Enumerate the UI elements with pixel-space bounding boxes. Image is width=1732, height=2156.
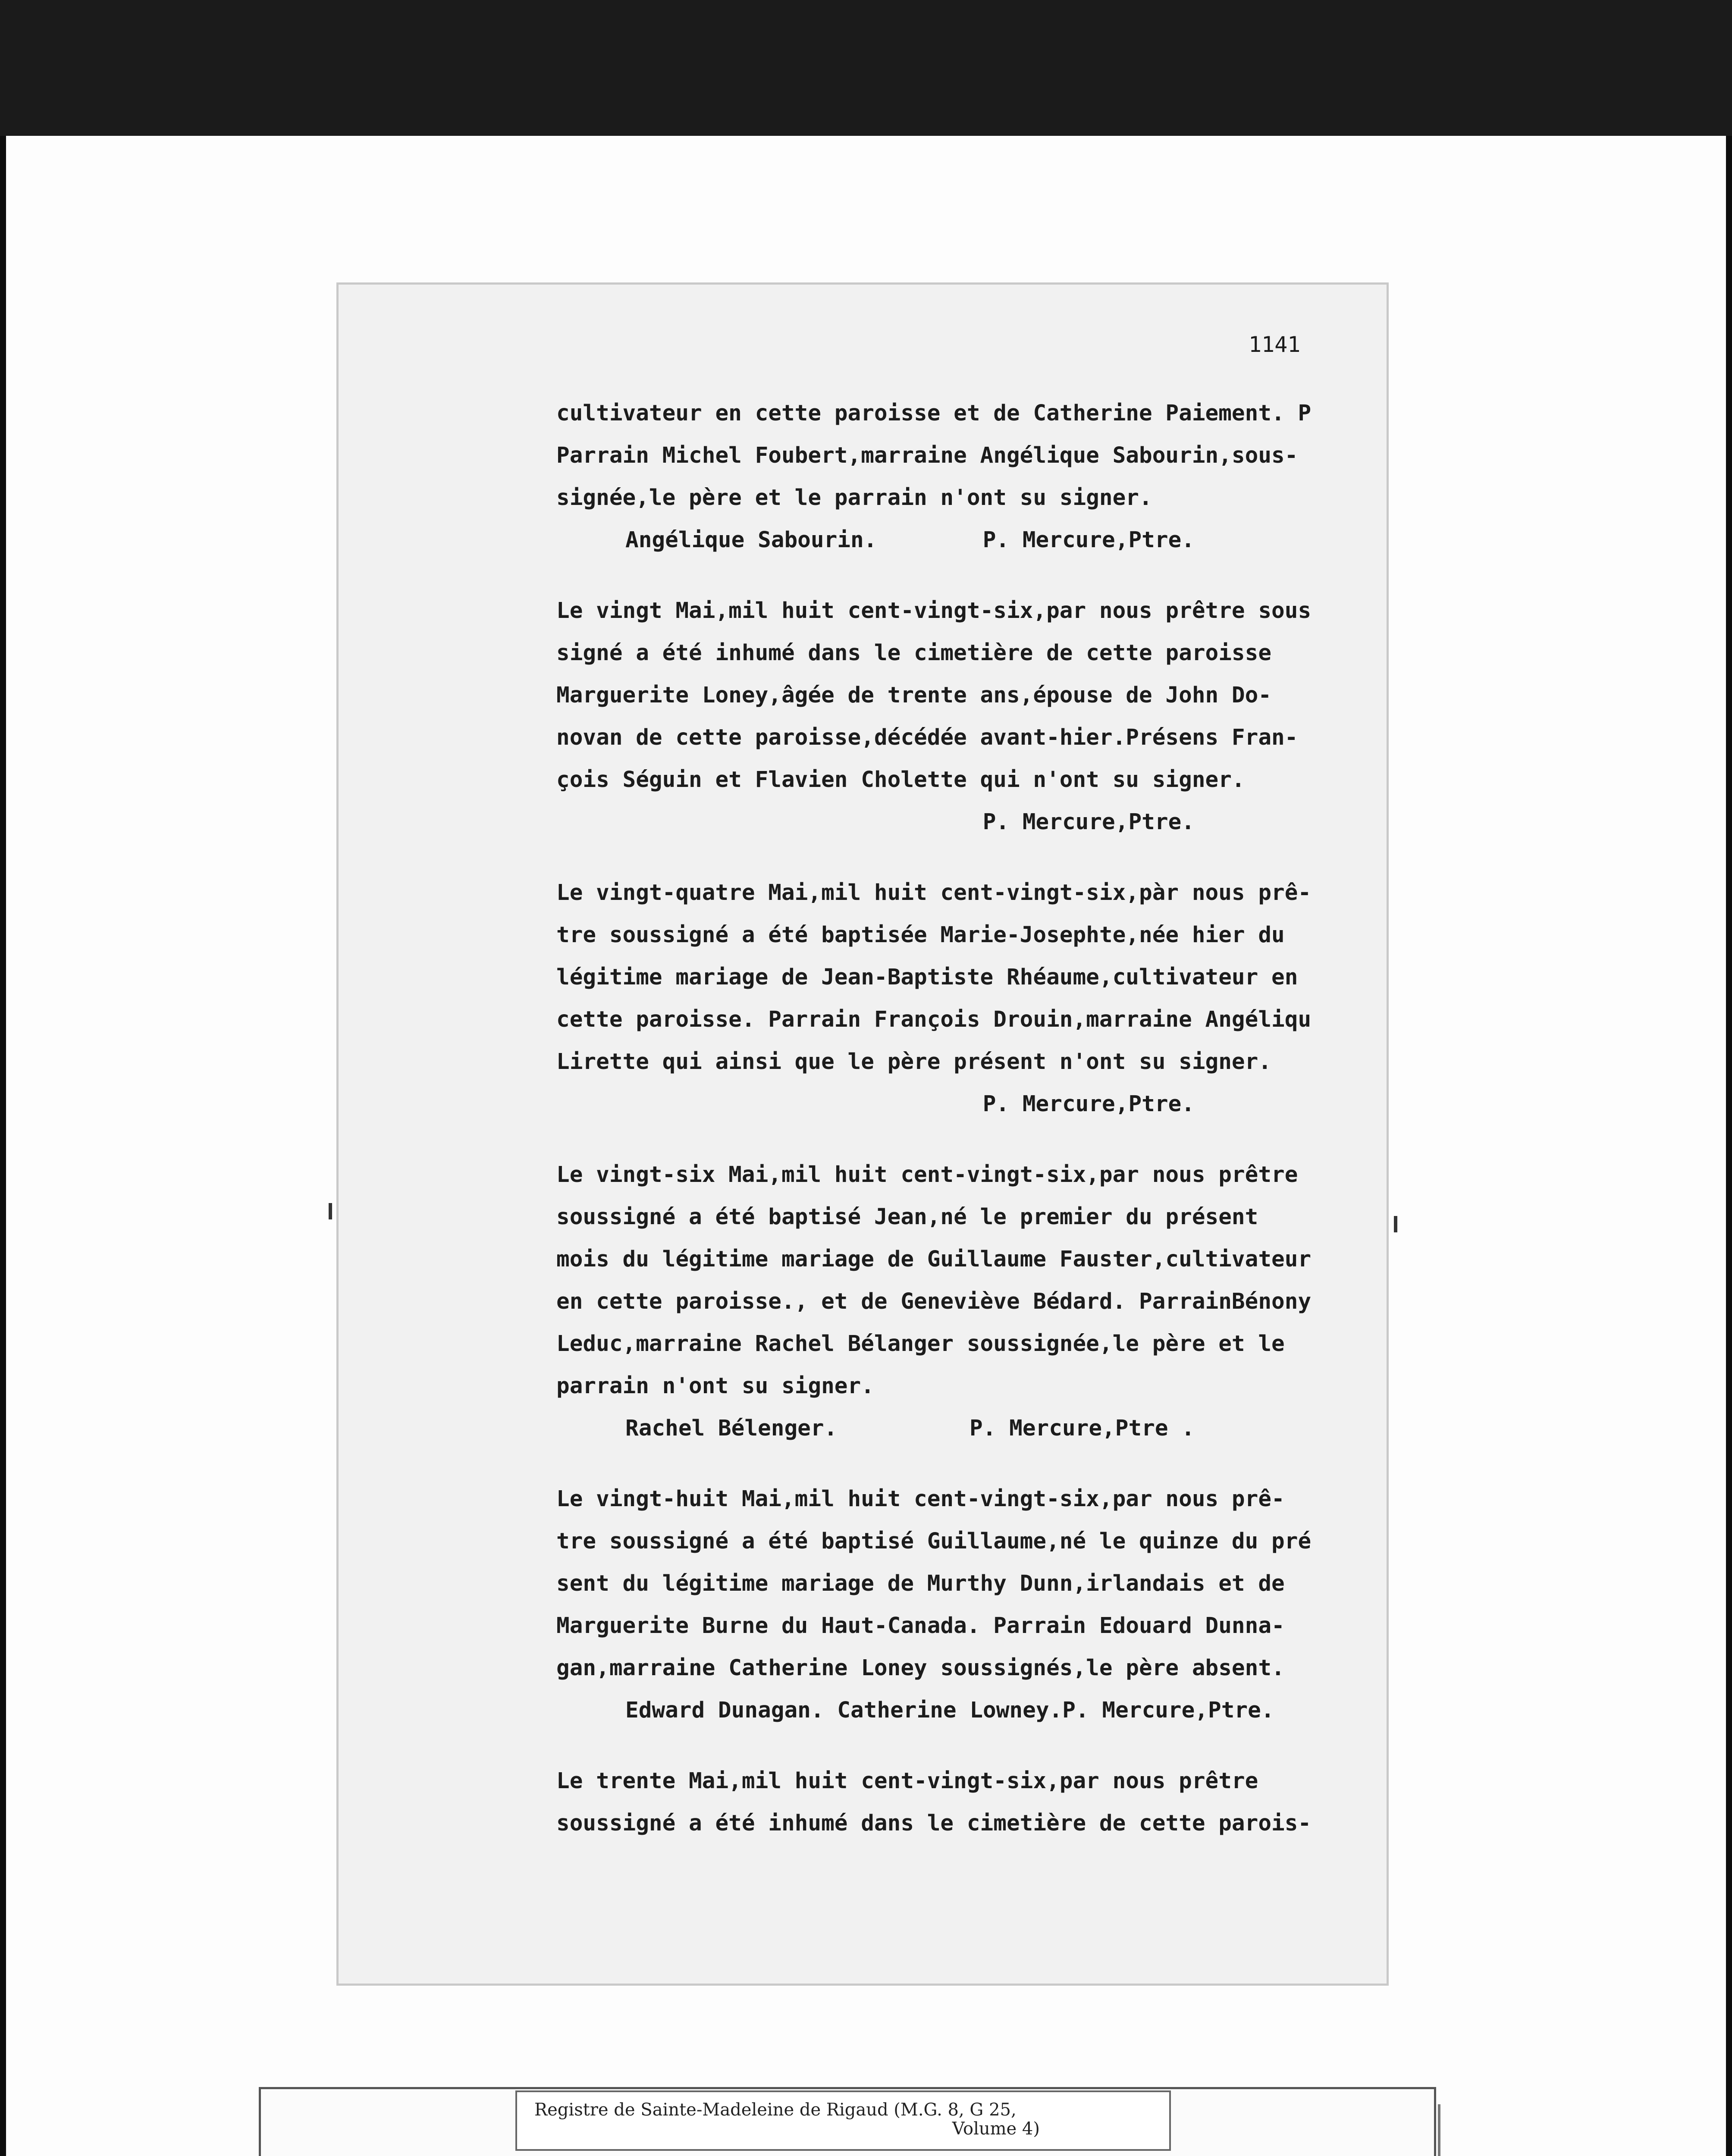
entry-line: Lirette qui ainsi que le père présent n'ont su signer. [556, 1049, 1272, 1075]
signature-line [556, 1407, 1290, 1450]
priest-signature: P. Mercure,Ptre. [982, 527, 1195, 553]
signature-line [556, 519, 1290, 561]
entry-line: mois du légitime mariage de Guillaume Fauster,cultivateur [556, 1247, 1312, 1272]
priest-signature: P. Mercure,Ptre. [982, 809, 1195, 835]
entry-line: Le vingt-six Mai,mil huit cent-vingt-six,par nous prêtre [556, 1162, 1298, 1188]
register-entry [556, 1154, 1312, 1450]
register-entry [556, 1760, 1312, 1845]
signature-line [556, 801, 1290, 843]
entry-line: sent du légitime mariage de Murthy Dunn,irlandais et de [556, 1571, 1285, 1596]
reference-line-1: Registre de Sainte-Madeleine de Rigaud (M.G. 8, G 25, [534, 2100, 1017, 2120]
edge-tick-mark [329, 1203, 332, 1219]
priest-signature: P. Mercure,Ptre . [970, 1416, 1195, 1441]
register-page [336, 282, 1389, 1986]
entry-spacer [556, 843, 1290, 872]
entry-line: Marguerite Loney,âgée de trente ans,épouse de John Do- [556, 683, 1272, 708]
entry-line: Le trente Mai,mil huit cent-vingt-six,par nous prêtre [556, 1768, 1258, 1794]
signature-line [556, 1083, 1290, 1125]
entry-line: Leduc,marraine Rachel Bélanger soussignée,le père et le [556, 1331, 1285, 1357]
witness-signature: Angélique Sabourin. [625, 527, 877, 553]
entry-line: légitime mariage de Jean-Baptiste Rhéaume,cultivateur en [556, 965, 1298, 990]
entry-line: en cette paroisse., et de Geneviève Bédard. ParrainBénony [556, 1289, 1312, 1314]
reference-slip [515, 2090, 1171, 2151]
register-entry [556, 872, 1312, 1125]
entry-line: çois Séguin et Flavien Cholette qui n'ont su signer. [556, 767, 1245, 793]
entry-line: signée,le père et le parrain n'ont su signer. [556, 485, 1152, 511]
register-entry [556, 590, 1312, 843]
entry-spacer [556, 1125, 1290, 1154]
scan-right-border [1726, 136, 1732, 2156]
page-number: 1141 [1249, 332, 1301, 357]
register-text [556, 392, 1312, 1845]
entry-line: Marguerite Burne du Haut-Canada. Parrain Edouard Dunna- [556, 1613, 1285, 1639]
entry-line: novan de cette paroisse,décédée avant-hier.Présens Fran- [556, 725, 1298, 750]
entry-spacer [556, 561, 1290, 590]
edge-tick-mark [1394, 1216, 1397, 1232]
entry-line: cultivateur en cette paroisse et de Catherine Paiement. P [556, 401, 1312, 426]
entry-line: gan,marraine Catherine Loney soussignés,le père absent. [556, 1655, 1285, 1681]
scan-top-border [0, 0, 1732, 136]
entry-line: parrain n'ont su signer. [556, 1373, 874, 1399]
entry-line: tre soussigné a été baptisé Guillaume,né le quinze du pré [556, 1529, 1312, 1554]
entry-line: Parrain Michel Foubert,marraine Angélique Sabourin,sous- [556, 443, 1298, 468]
reference-line-2: Volume 4) [952, 2119, 1040, 2139]
entry-line: cette paroisse. Parrain François Drouin,marraine Angéliqu [556, 1007, 1312, 1032]
priest-signature: P. Mercure,Ptre. [982, 1091, 1195, 1117]
witness-signature: Rachel Bélenger. [625, 1416, 838, 1441]
entry-line: Le vingt-quatre Mai,mil huit cent-vingt-six,pàr nous prê- [556, 880, 1312, 906]
entry-line: signé a été inhumé dans le cimetière de cette paroisse [556, 640, 1272, 666]
entry-spacer [556, 1732, 1290, 1760]
entry-line: soussigné a été baptisé Jean,né le premier du présent [556, 1204, 1258, 1230]
register-entry [556, 1478, 1312, 1732]
entry-line: soussigné a été inhumé dans le cimetière de cette parois- [556, 1811, 1312, 1836]
priest-signature: P. Mercure,Ptre. [1062, 1698, 1274, 1723]
entry-line: Le vingt Mai,mil huit cent-vingt-six,par nous prêtre sous [556, 598, 1312, 624]
entry-line: Le vingt-huit Mai,mil huit cent-vingt-six,par nous prê- [556, 1486, 1285, 1512]
signature-line [556, 1689, 1290, 1732]
entry-line: tre soussigné a été baptisée Marie-Josephte,née hier du [556, 922, 1285, 948]
entry-spacer [556, 1450, 1290, 1478]
witness-signature: Edward Dunagan. Catherine Lowney. [625, 1698, 1063, 1723]
scan-left-border [0, 136, 6, 2156]
register-entry [556, 392, 1312, 561]
